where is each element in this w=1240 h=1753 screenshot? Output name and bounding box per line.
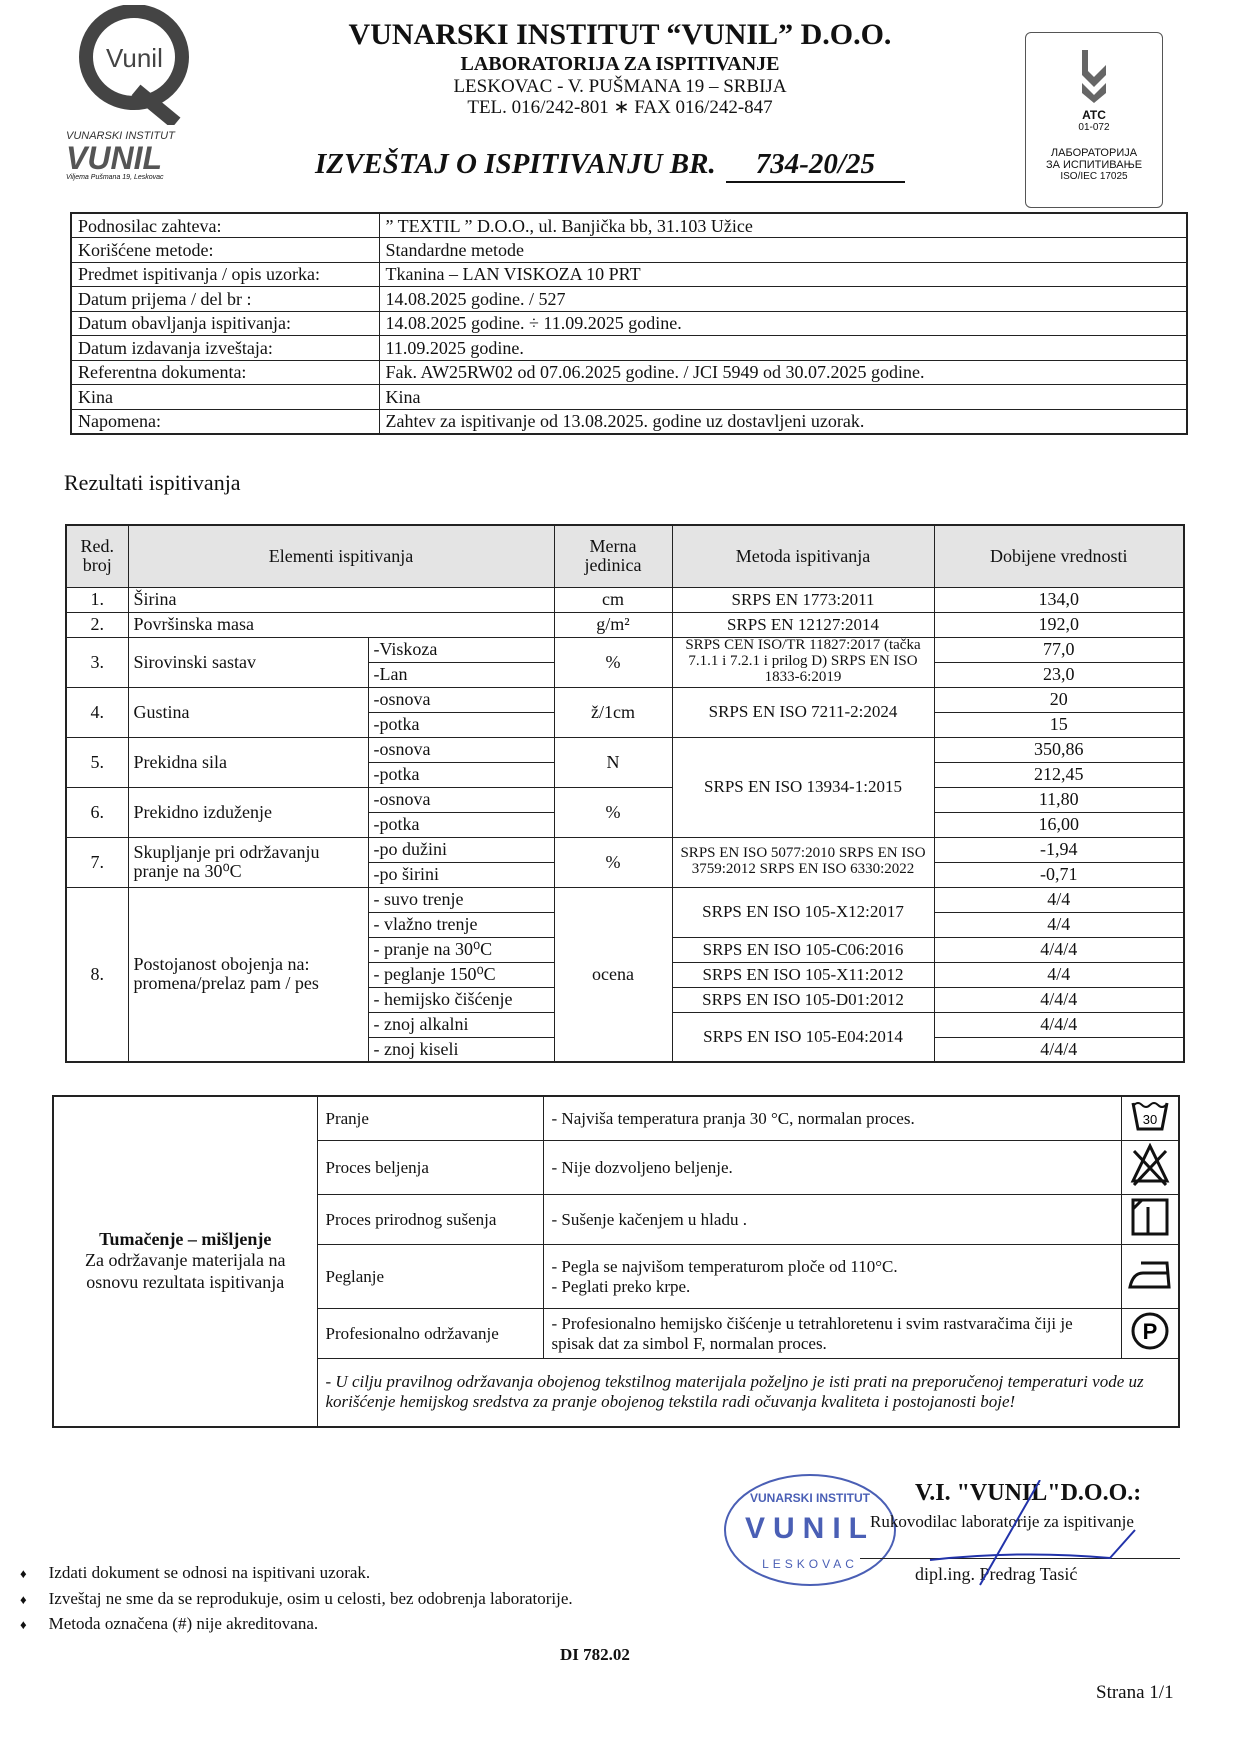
footer-note: ♦ Metoda označena (#) nije akreditovana. — [20, 1611, 573, 1637]
info-row — [71, 287, 1187, 312]
result-row — [66, 612, 1184, 637]
svg-text:VUNARSKI INSTITUT: VUNARSKI INSTITUT — [750, 1491, 870, 1505]
result-value: 4/4 — [934, 912, 1184, 937]
element-name: Prekidno izduženje — [128, 787, 368, 837]
element-name: Prekidna sila — [128, 737, 368, 787]
lab-name: LABORATORIJA ZA ISPITIVANJE — [460, 52, 780, 75]
svg-text:Vunil: Vunil — [106, 43, 163, 73]
svg-text:30: 30 — [1142, 1112, 1157, 1127]
document-code: DI 782.02 — [560, 1645, 630, 1664]
care-label: Proces beljenja — [317, 1141, 543, 1195]
info-value: Tkanina – LAN VISKOZA 10 PRT — [379, 262, 1187, 287]
sub-element: -po širini — [368, 862, 554, 887]
sub-element: - znoj kiseli — [368, 1037, 554, 1062]
result-row — [66, 787, 1184, 812]
row-number: 6. — [66, 787, 128, 837]
results-heading: Rezultati ispitivanja — [64, 470, 241, 495]
unit: % — [554, 787, 672, 837]
test-method: SRPS EN ISO 105-D01:2012 — [672, 987, 934, 1012]
sub-element: - pranje na 30⁰C — [368, 937, 554, 962]
vunil-logo: Vunil VUNARSKI INSTITUT VUNIL Viljema Pušmana 19, Leskovac — [66, 5, 206, 185]
care-label: Pranje — [317, 1096, 543, 1141]
result-value: -1,94 — [934, 837, 1184, 862]
result-value: 20 — [934, 687, 1184, 712]
result-value: 4/4/4 — [934, 987, 1184, 1012]
unit: % — [554, 837, 672, 887]
result-row — [66, 837, 1184, 862]
result-value: 212,45 — [934, 762, 1184, 787]
sub-element: -potka — [368, 812, 554, 837]
test-method: SRPS EN ISO 13934-1:2015 — [672, 737, 934, 837]
signature-block: VUNARSKI INSTITUT VUNIL LESKOVAC V.I. "VUNIL"D.O.O.: Rukovodilac laboratorije za ispitivanje dipl.ing. Predrag Tasić — [720, 1470, 1180, 1590]
element-name: Sirovinski sastav — [128, 637, 368, 687]
row-number: 2. — [66, 612, 128, 637]
sub-element: - suvo trenje — [368, 887, 554, 912]
info-value: 11.09.2025 godine. — [379, 336, 1187, 361]
info-label: Datum izdavanja izveštaja: — [71, 336, 379, 361]
report-number: 734-20/25 — [726, 148, 905, 183]
unit: cm — [554, 587, 672, 612]
info-value: 14.08.2025 godine. / 527 — [379, 287, 1187, 312]
svg-text:LESKOVAC: LESKOVAC — [762, 1557, 858, 1571]
care-subtitle: Za održavanje materijala na osnovu rezultata ispitivanja — [85, 1250, 286, 1293]
info-label: Datum prijema / del br : — [71, 287, 379, 312]
result-value: 15 — [934, 712, 1184, 737]
care-text: - Najviša temperatura pranja 30 °C, normalan proces. — [543, 1096, 1121, 1141]
info-value: Zahtev za ispitivanje od 13.08.2025. godine uz dostavljeni uzorak. — [379, 409, 1187, 434]
care-text: - Pegla se najvišom temperaturom ploče od 110°C. - Peglati preko krpe. — [543, 1245, 1121, 1309]
sub-element: - vlažno trenje — [368, 912, 554, 937]
test-method: SRPS EN ISO 7211-2:2024 — [672, 687, 934, 737]
result-value: 4/4 — [934, 962, 1184, 987]
info-label: Podnosilac zahteva: — [71, 213, 379, 238]
result-value: 4/4/4 — [934, 1037, 1184, 1062]
sub-element: -potka — [368, 762, 554, 787]
element-name: Skupljanje pri održavanju pranje na 30⁰C — [128, 837, 368, 887]
element-name: Površinska masa — [128, 612, 554, 637]
test-method: SRPS EN 1773:2011 — [672, 587, 934, 612]
sub-element: -osnova — [368, 787, 554, 812]
element-name: Gustina — [128, 687, 368, 737]
test-method: SRPS EN ISO 105-E04:2014 — [672, 1012, 934, 1062]
report-title: IZVEŠTAJ O ISPITIVANJU BR. 734-20/25 — [315, 148, 905, 183]
info-value: Fak. AW25RW02 od 07.06.2025 godine. / JCI 5949 od 30.07.2025 godine. — [379, 360, 1187, 385]
sub-element: -po dužini — [368, 837, 554, 862]
info-label: Kina — [71, 385, 379, 410]
sub-element: - hemijsko čišćenje — [368, 987, 554, 1012]
result-row — [66, 687, 1184, 712]
result-value: 350,86 — [934, 737, 1184, 762]
care-title: Tumačenje – mišljenje — [99, 1228, 272, 1249]
unit: g/m² — [554, 612, 672, 637]
footer-note: ♦ Izdati dokument se odnosi na ispitivani uzorak. — [20, 1560, 573, 1586]
result-row — [66, 737, 1184, 762]
info-label: Predmet ispitivanja / opis uzorka: — [71, 262, 379, 287]
element-name: Širina — [128, 587, 554, 612]
unit: ž/1cm — [554, 687, 672, 737]
result-value: 23,0 — [934, 662, 1184, 687]
care-instructions-table — [52, 1095, 1180, 1428]
test-method: SRPS EN ISO 105-C06:2016 — [672, 937, 934, 962]
row-number: 8. — [66, 887, 128, 1062]
info-row — [71, 311, 1187, 336]
result-value: 4/4 — [934, 887, 1184, 912]
result-value: 4/4/4 — [934, 937, 1184, 962]
row-number: 7. — [66, 837, 128, 887]
result-value: 192,0 — [934, 612, 1184, 637]
info-row — [71, 385, 1187, 410]
care-label: Proces prirodnog sušenja — [317, 1195, 543, 1245]
sub-element: -Lan — [368, 662, 554, 687]
care-row — [53, 1096, 1179, 1141]
row-number: 4. — [66, 687, 128, 737]
professional-cleaning-p-icon — [1121, 1309, 1179, 1359]
result-value: -0,71 — [934, 862, 1184, 887]
result-value: 4/4/4 — [934, 1012, 1184, 1037]
unit: % — [554, 637, 672, 687]
sample-info-table — [70, 212, 1188, 435]
test-method: SRPS EN ISO 5077:2010 SRPS EN ISO 3759:2012 SRPS EN ISO 6330:2022 — [672, 837, 934, 887]
info-value: Standardne metode — [379, 238, 1187, 263]
result-value: 134,0 — [934, 587, 1184, 612]
info-row — [71, 360, 1187, 385]
info-value: 14.08.2025 godine. ÷ 11.09.2025 godine. — [379, 311, 1187, 336]
svg-text:VUNIL: VUNIL — [745, 1512, 875, 1545]
care-text: - Nije dozvoljeno beljenje. — [543, 1141, 1121, 1195]
result-row — [66, 587, 1184, 612]
care-label: Profesionalno održavanje — [317, 1309, 543, 1359]
row-number: 5. — [66, 737, 128, 787]
results-table: Red. broj Elementi ispitivanja Merna jedinica Metoda ispitivanja Dobijene vrednosti 1. Širina cm SRPS EN 1773:2011 134,0 2. Površinska masa g/m² SRPS EN 12127:2014 192,0 3. Sirovinski sastav -Viskoza % SRPS CEN ISO/TR 11827:2017 (tačka 7.1.1 i 7.2.1 i prilog D) SRPS EN ISO 1833-6:2019 77,0 -Lan 23,0 4. Gustina -osnova ž/1cm SRPS EN ISO 7211-2:2024 20 -potka 15 5. Prekidna sila -osnova N SRPS EN ISO 13934-1:2015 350,86 -potka 212,45 6. Prekidno izduženje -osnova % 11,80 -potka 16,00 7. Skupljanje pri održavanju pranje na 30⁰C -po dužini % SRPS EN ISO 5077:2010 SRPS EN ISO 3759:2012 SRPS EN ISO 6330:2022 -1,94 -po širini -0,71 8. Postojanost obojenja na: promena/prelaz pam / pes - suvo trenje ocena SRPS EN ISO 105-X12:2017 4/4 - vlažno trenje 4/4 - pranje na 30⁰C SRPS EN ISO 105-C06:2016 4/4/4 - peglanje 150⁰C SRPS EN ISO 105-X11:2012 4/4 - hemijsko čišćenje SRPS EN ISO 105-D01:2012 4/4/4 - znoj alkalni SRPS EN ISO 105-E04:2014 4/4/4 - znoj kiseli 4/4/4 — [65, 524, 1185, 1063]
accreditation-badge: ATC 01-072 ЛАБОРАТОРИЈА ЗА ИСПИТИВАЊЕ ISO/IEC 17025 — [1025, 32, 1163, 208]
unit: ocena — [554, 887, 672, 1062]
footer-notes — [20, 1560, 573, 1637]
test-method: SRPS CEN ISO/TR 11827:2017 (tačka 7.1.1 i 7.2.1 i prilog D) SRPS EN ISO 1833-6:2019 — [672, 637, 934, 687]
footer-note: ♦ Izveštaj ne sme da se reprodukuje, osim u celosti, bez odobrenja laboratorije. — [20, 1586, 573, 1612]
info-value: ” TEXTIL ” D.O.O., ul. Banjička bb, 31.103 Užice — [379, 213, 1187, 238]
line-dry-shade-icon — [1121, 1195, 1179, 1245]
iron-low-icon — [1121, 1245, 1179, 1309]
info-label: Korišćene metode: — [71, 238, 379, 263]
wash-30-icon — [1121, 1096, 1179, 1141]
sub-element: -osnova — [368, 737, 554, 762]
info-label: Datum obavljanja ispitivanja: — [71, 311, 379, 336]
page-number: Strana 1/1 — [1096, 1682, 1174, 1703]
address: LESKOVAC - V. PUŠMANA 19 – SRBIJA — [453, 75, 787, 97]
result-value: 11,80 — [934, 787, 1184, 812]
letterhead — [300, 18, 940, 119]
result-row — [66, 637, 1184, 662]
info-row — [71, 213, 1187, 238]
info-label: Referentna dokumenta: — [71, 360, 379, 385]
info-row — [71, 409, 1187, 434]
row-number: 3. — [66, 637, 128, 687]
info-row — [71, 238, 1187, 263]
sub-element: -potka — [368, 712, 554, 737]
info-row — [71, 336, 1187, 361]
care-note: - U cilju pravilnog održavanja obojenog tekstilnog materijala poželjno je isti prati na preporučenoj temperaturi vode uz korišćenje hemijskog sredstva za pranje obojenog tekstila radi očuvanja kvaliteta i postojanosti boje! — [317, 1359, 1179, 1427]
sub-element: - peglanje 150⁰C — [368, 962, 554, 987]
sub-element: - znoj alkalni — [368, 1012, 554, 1037]
unit: N — [554, 737, 672, 787]
test-method: SRPS EN ISO 105-X12:2017 — [672, 887, 934, 937]
info-value: Kina — [379, 385, 1187, 410]
phone-fax: TEL. 016/242-801 ∗ FAX 016/242-847 — [467, 97, 773, 119]
info-label: Napomena: — [71, 409, 379, 434]
result-value: 16,00 — [934, 812, 1184, 837]
svg-text:P: P — [1142, 1319, 1158, 1344]
result-value: 77,0 — [934, 637, 1184, 662]
result-row — [66, 887, 1184, 912]
care-text: - Profesionalno hemijsko čišćenje u tetrahloretenu i svim rastvaračima čiji je spisak dat za simbol F, normalan proces. — [543, 1309, 1121, 1359]
no-bleach-icon — [1121, 1141, 1179, 1195]
care-text: - Sušenje kačenjem u hladu . — [543, 1195, 1121, 1245]
element-name: Postojanost obojenja na: promena/prelaz pam / pes — [128, 887, 368, 1062]
info-row — [71, 262, 1187, 287]
sub-element: -Viskoza — [368, 637, 554, 662]
care-label: Peglanje — [317, 1245, 543, 1309]
row-number: 1. — [66, 587, 128, 612]
institute-name: VUNARSKI INSTITUT “VUNIL” D.O.O. — [348, 18, 892, 51]
handwritten-signature — [920, 1480, 1180, 1590]
sub-element: -osnova — [368, 687, 554, 712]
test-method: SRPS EN 12127:2014 — [672, 612, 934, 637]
test-method: SRPS EN ISO 105-X11:2012 — [672, 962, 934, 987]
atc-chevron-icon — [1074, 45, 1114, 105]
